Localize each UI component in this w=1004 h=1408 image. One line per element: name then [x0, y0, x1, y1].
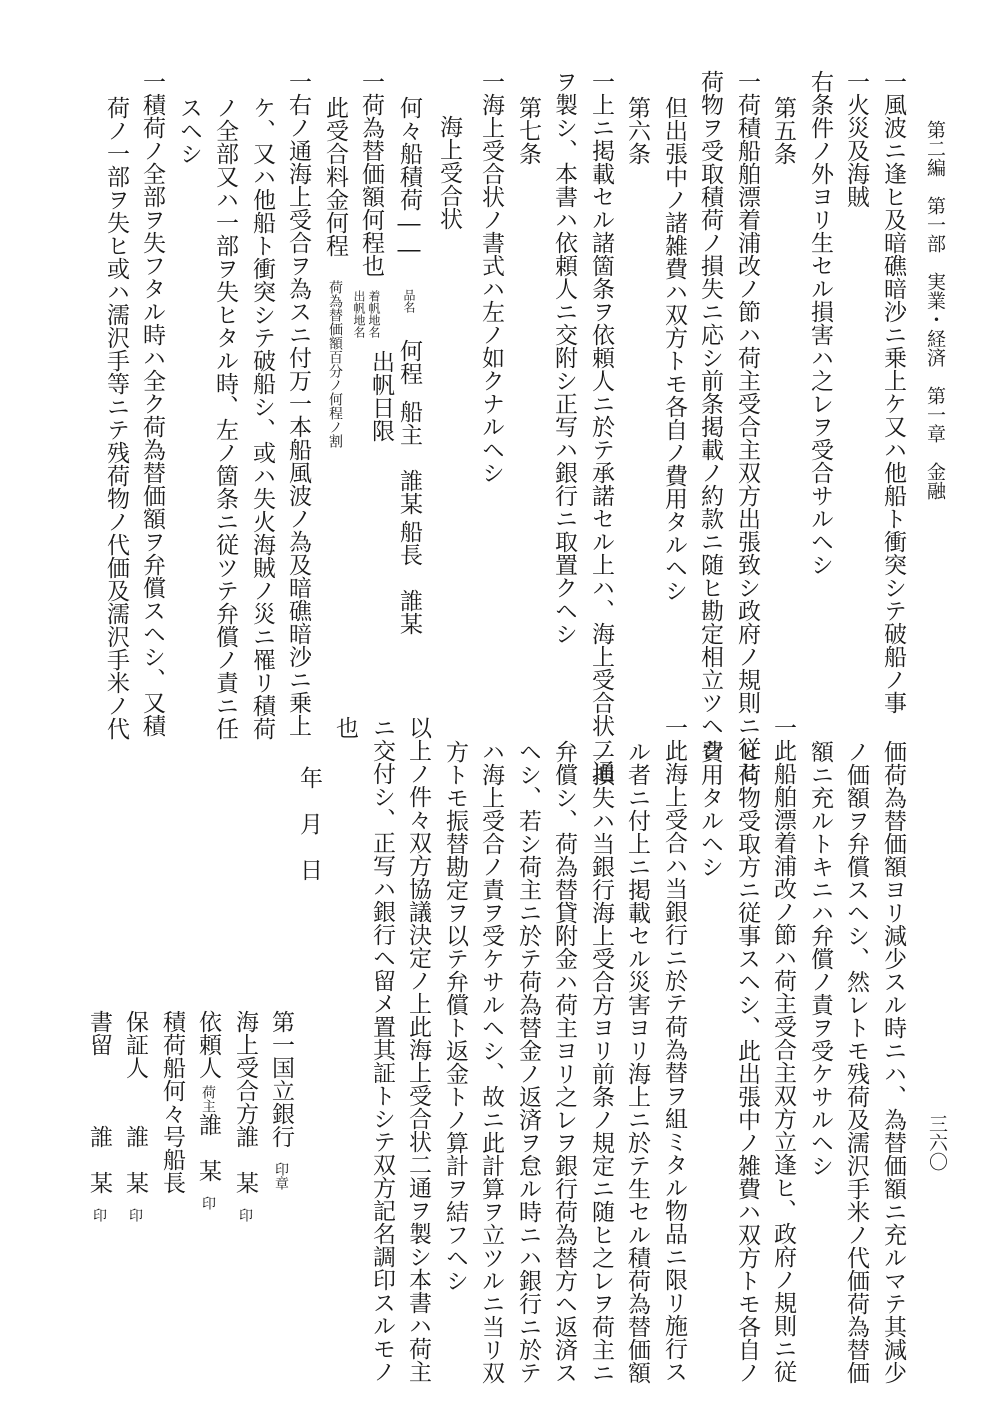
- signature-name: 誰 某: [195, 1113, 221, 1182]
- text-line: ノ損失ハ当銀行海上受合方ヨリ前条ノ規定ニ随ヒ之レヲ荷主ニ: [588, 740, 614, 1384]
- seal-mark: 印: [91, 1208, 107, 1222]
- text-line: 弁償シ、荷為替貸附金ハ荷主ヨリ之レヲ銀行荷為替方ヘ返済ス: [551, 740, 577, 1384]
- text-line: 一火災及海賊: [843, 70, 869, 208]
- text-line: 価荷為替価額ヨリ減少スル時ニハ、為替価額ニ充ルマテ其減少: [880, 740, 906, 1384]
- text-line: 額ニ充ルトキニハ弁償ノ責ヲ受ケサルヘシ: [807, 740, 833, 1177]
- signature-text: 依頼人: [195, 1010, 221, 1079]
- port-names-a: 出帆地名: [352, 290, 366, 338]
- article-heading: 第七条: [515, 96, 541, 165]
- text-line: 也: [332, 716, 358, 739]
- article-heading: 第六条: [624, 96, 650, 165]
- text-line: 方トモ振替勘定ヲ以テ弁償ト返金トノ算計ヲ結フヘシ: [442, 740, 468, 1292]
- text-line: ニ交付シ、正写ハ銀行ヘ留メ置其証トシテ双方記名調印スルモノ: [369, 716, 395, 1383]
- cargo-amount: 何程: [396, 339, 422, 385]
- text-line: ヘシ、若シ荷主ニ於テ荷為替金ノ返済ヲ怠ル時ニハ銀行ニ於テ: [515, 740, 541, 1384]
- seal-mark: 印: [200, 1196, 216, 1210]
- text-line: 一荷積船舶漂着浦改ノ節ハ荷主受合主双方出張致シ政府ノ規則ニ従ヒ: [734, 70, 760, 783]
- signature-text: 書留 誰 某: [86, 1010, 112, 1194]
- signature-text: 積荷船何々号船長: [159, 1010, 185, 1194]
- cargo-label: 何々船積荷――: [396, 96, 422, 263]
- seal-mark: 印: [127, 1208, 143, 1222]
- item-annotation-2: 名: [402, 301, 416, 313]
- text-line: ヲ製シ、本書ハ依頼人ニ交附シ正写ハ銀行ニ取置クヘシ: [551, 70, 577, 645]
- text-line: 荷物ヲ受取積荷ノ損失ニ応シ前条掲載ノ約款ニ随ヒ勘定相立ツヘシ: [697, 70, 723, 760]
- date-line: 年 月 日: [296, 766, 322, 881]
- item-annotation-1: 品: [402, 289, 416, 301]
- text-line: ノ価額ヲ弁償スヘシ、然レトモ残荷及濡沢手米ノ代価荷為替価: [843, 740, 869, 1384]
- signature-captain: [160, 1010, 183, 1194]
- seal-mark: 印章: [273, 1162, 289, 1190]
- text-line: ハ海上受合ノ責ヲ受ケサルヘシ、故ニ此計算ヲ立ツルニ当リ双: [478, 740, 504, 1384]
- seal-mark: 印: [237, 1208, 253, 1222]
- text-line: ヒ荷物受取方ニ従事スヘシ、此出張中ノ雑費ハ双方トモ各自ノ: [734, 740, 760, 1384]
- text-line: 荷ノ一部ヲ失ヒ或ハ濡沢手等ニテ残荷物ノ代価及濡沢手米ノ代: [103, 96, 129, 740]
- signature-bank: [269, 1010, 292, 1190]
- text-line: 一風波ニ逢ヒ及暗礁暗沙ニ乗上ケ又ハ他船ト衝突シテ破船ノ事: [880, 70, 906, 714]
- text-line: ノ全部又ハ一部ヲ失ヒタル時、左ノ箇条ニ従ツテ弁償ノ責ニ任: [212, 96, 238, 740]
- text-line: 一海上受合状ノ書式ハ左ノ如クナルヘシ: [478, 70, 504, 484]
- signature-underwriter: [233, 1010, 256, 1222]
- text-line: 一右ノ通海上受合ヲ為スニ付万一本船風波ノ為及暗礁暗沙ニ乗上: [285, 70, 311, 737]
- text-line: 一此船舶漂着浦改ノ節ハ荷主受合主双方立逢ヒ、政府ノ規則ニ従: [770, 716, 796, 1383]
- role-annotation: 荷主: [200, 1085, 216, 1113]
- text-line: 以上ノ件々双方協議決定ノ上此海上受合状二通ヲ製シ本書ハ荷主: [405, 716, 431, 1383]
- page-number: 三六〇: [926, 1114, 948, 1171]
- premium-line: 此受合料金何程: [322, 96, 348, 257]
- captain: 船長 誰某: [396, 520, 422, 635]
- premium-rate: 荷為替価額百分ノ何程ノ割: [327, 280, 343, 448]
- signature-guarantor: [123, 1010, 146, 1222]
- cargo-line: [397, 96, 420, 385]
- running-header: 第二編 第一部 実業・経済 第一章 金融: [924, 120, 946, 500]
- item-annotation: [403, 289, 415, 313]
- article-heading: 第五条: [770, 96, 796, 165]
- departure-deadline: 出帆日限: [368, 350, 394, 442]
- text-line: 費用タルヘシ: [697, 740, 723, 878]
- text-line: ケ、又ハ他船ト衝突シテ破船シ、或ハ失火海賊ノ災ニ罹リ積荷: [249, 96, 275, 740]
- text-line: 一上ニ掲載セル諸箇条ヲ依頼人ニ於テ承諾セル上ハ、海上受合状二通: [588, 70, 614, 783]
- text-line: スヘシ: [176, 96, 202, 165]
- text-line: 一此海上受合ハ当銀行ニ於テ荷為替ヲ組ミタル物品ニ限リ施行ス: [661, 716, 687, 1383]
- signature-registry: [87, 1010, 110, 1222]
- exchange-value-line: 一荷為替価額何程也: [358, 70, 384, 277]
- signature-text: 第一国立銀行: [268, 1010, 294, 1148]
- text-line: ル者ニ付上ニ掲載セル災害ヨリ海上ニ於テ生セル積荷為替価額: [624, 740, 650, 1384]
- signature-requester: [196, 1010, 219, 1210]
- text-line: 右条件ノ外ヨリ生セル損害ハ之レヲ受合サルヘシ: [807, 70, 833, 576]
- form-title: 海上受合状: [436, 115, 462, 230]
- text-line: 但出張中ノ諸雑費ハ双方トモ各自ノ費用タルヘシ: [661, 96, 687, 602]
- text-line: 一積荷ノ全部ヲ失フタル時ハ全ク荷為替価額ヲ弁償スヘシ、又積: [139, 70, 165, 737]
- signature-text: 海上受合方誰 某: [232, 1010, 258, 1194]
- shipowner: 船主 誰某: [396, 400, 422, 515]
- signature-text: 保証人 誰 某: [122, 1010, 148, 1194]
- port-names-b: 着帆地名: [367, 290, 381, 338]
